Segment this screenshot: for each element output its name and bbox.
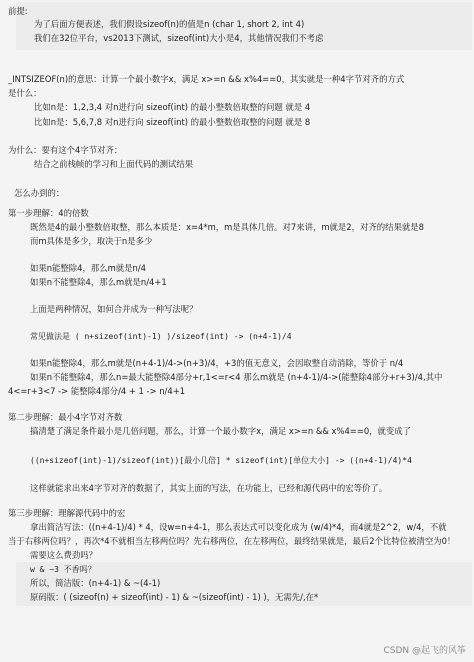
text-line: 如果n不能整除4，那么n=最大能整除4部分+r,1<=r<4 那么m就是 (n+4-1)/4->(能整除4部分+r+3)/4,其中 [30, 372, 443, 382]
heading-premise: 前提: [8, 6, 28, 16]
text-line: 4<=r+3<7 -> 能整除4部分/4 + 1 -> n/4+1 [8, 386, 186, 396]
text-line: 比如n是：5,6,7,8 对n进行向 sizeof(int) 的最小整数倍取整的问题 就是 8 [34, 117, 311, 127]
text-line: 需要这么费劲吗？ [30, 550, 97, 560]
text-line: 我们在32位平台，vs2013下测试，sizeof(int)大小是4，其他情况我们不考虑 [34, 33, 324, 43]
code-line: 常见做法是 ( n+sizeof(int)-1) )/sizeof(int) -> (n+4-1)/4 [30, 332, 292, 341]
heading-how: 怎么办到的： [14, 188, 65, 198]
heading-step3: 第三步理解：理解源代码中的宏 [8, 508, 126, 518]
text-line: 搞清楚了满足条件最小是几倍问题，那么，计算一个最小数字x，满足 x>=n && x%4==0，就变成了 [30, 426, 412, 436]
text-line: 如果n能整除4，那么m就是(n+4-1)/4->(n+3)/4，+3的值无意义，会因取整自动消除，等价于 n/4 [30, 358, 404, 368]
text-line: 原码版：( (sizeof(n) + sizeof(int) - 1) & ~(sizeof(int) - 1) )，无需先/,在* [30, 592, 319, 602]
text-line: 而m具体是多少，取决于n是多少 [30, 236, 153, 246]
text-line: 上面是两种情况，如何合并成为一种写法呢？ [30, 304, 198, 314]
code-line: w & ~3 不香吗？ [30, 565, 96, 574]
text-line: 如果n不能整除4，那么m就是n/4+1 [30, 277, 167, 287]
text-line: 为了后面方便表述，我们假设sizeof(n)的值是n (char 1, short 2, int 4) [34, 19, 305, 29]
text-line: 如果n能整除4，那么m就是n/4 [30, 263, 147, 273]
text-line: 结合之前栈帧的学习和上面代码的测试结果 [34, 159, 194, 169]
text-line: 这样就能求出来4字节对齐的数据了，其实上面的写法，在功能上，已经和源代码中的宏等价了。 [30, 483, 388, 493]
text-line: 拿出简洁写法：((n+4-1)/4) * 4，设w=n+4-1，那么表达式可以变化成为 (w/4)*4，而4就是2^2，w/4，不就 [30, 522, 447, 532]
text-line: _INTSIZEOF(n)的意思：计算一个最小数字x，满足 x>=n && x%4==0，其实就是一种4字节对齐的方式 [8, 74, 405, 84]
code-line: ((n+sizeof(int)-1)/sizeof(int))[最小几倍] * sizeof(int)[单位大小] -> ((n+4-1)/4)*4 [30, 456, 412, 465]
heading-step2: 第二步理解：最小4字节对齐数 [8, 412, 123, 422]
watermark: CSDN @起飞的风筝 [383, 646, 466, 656]
heading-why: 为什么：要有这个4字节对齐： [8, 145, 123, 155]
text-line: 比如n是：1,2,3,4 对n进行向 sizeof(int) 的最小整数倍取整的问题 就是 4 [34, 102, 311, 112]
text-line: 所以，简洁版：(n+4-1) & ~(4-1) [30, 578, 161, 588]
heading-what: 是什么： [8, 88, 42, 98]
text-line: 当于右移两位吗？，再次*4不就相当左移两位吗？先右移两位，在左移两位，最终结果就是，最后2个比特位被清空为0！ [8, 536, 456, 546]
text-line: 既然是4的最小整数倍取整，那么本质是：x=4*m，m是具体几倍。对7来讲，m就是2，对齐的结果就是8 [30, 222, 424, 232]
heading-step1: 第一步理解：4的倍数 [8, 208, 89, 218]
